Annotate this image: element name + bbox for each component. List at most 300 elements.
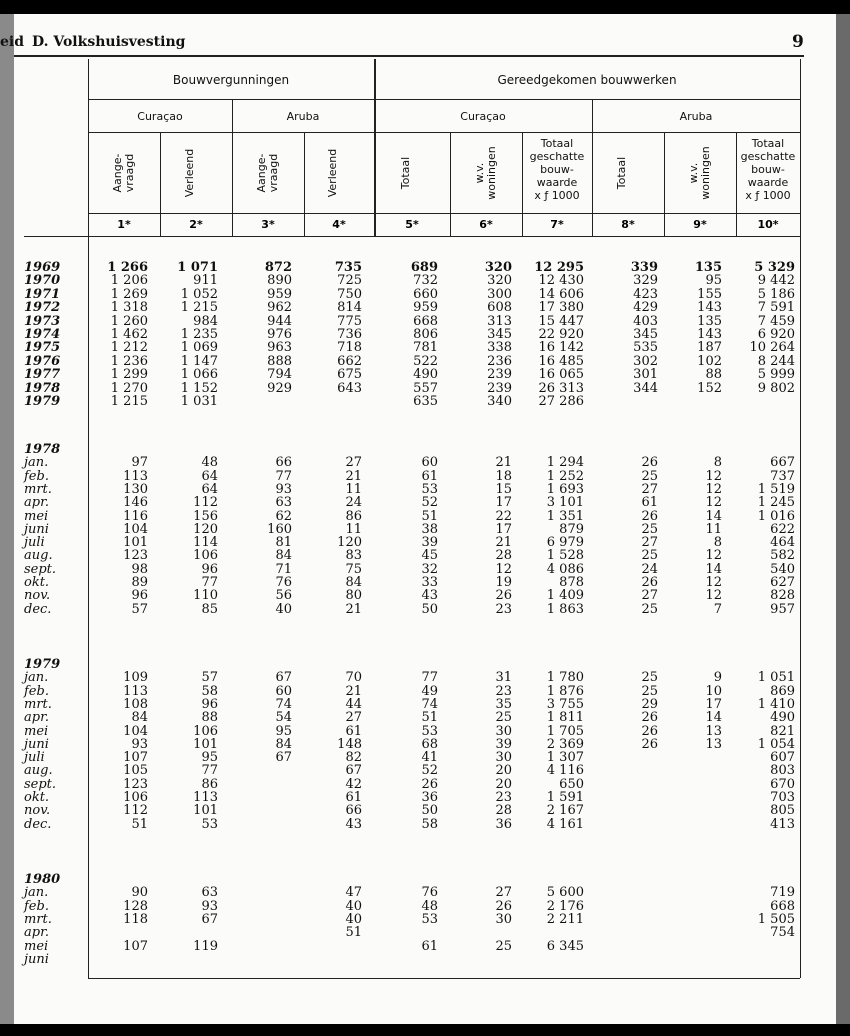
- cell-block_1978-0-9: 8: [713, 455, 722, 471]
- cell-block_1979-7-6: 20: [495, 763, 512, 779]
- cell-block_1978-7-9: 12: [705, 548, 722, 564]
- row-label-years_block-7: 1976: [24, 353, 61, 369]
- cell-block_1979-0-10: 1 051: [757, 670, 795, 686]
- year-heading-block_1980: 1980: [24, 872, 61, 887]
- cell-block_1978-0-10: 667: [770, 455, 795, 471]
- cell-block_1978-5-10: 622: [770, 521, 795, 537]
- cell-block_1978-7-6: 28: [495, 548, 512, 564]
- cell-block_1979-5-2: 101: [193, 736, 218, 752]
- cell-block_1978-2-2: 64: [201, 481, 218, 497]
- cell-block_1978-11-2: 85: [201, 601, 218, 617]
- cell-block_1978-11-3: 40: [275, 601, 292, 617]
- cell-years_block-6-2: 1 069: [180, 340, 218, 356]
- cell-years_block-5-4: 736: [337, 327, 362, 342]
- cell-years_block-2-8: 423: [633, 286, 658, 302]
- cell-block_1978-8-2: 96: [201, 561, 218, 577]
- cell-block_1978-3-1: 146: [123, 495, 148, 511]
- cell-block_1978-6-7: 6 979: [546, 535, 584, 551]
- cell-block_1979-8-7: 650: [559, 776, 584, 792]
- row-label-block_1980-2: mrt.: [24, 911, 52, 927]
- cell-block_1980-2-7: 2 211: [546, 911, 584, 927]
- cell-block_1979-1-10: 869: [770, 683, 795, 699]
- column-number-6: 6*: [479, 218, 493, 231]
- cell-block_1979-2-7: 3 755: [546, 696, 584, 712]
- right-page-edge: [836, 14, 850, 1024]
- header-gereedgekomen: Gereedgekomen bouwwerken: [497, 73, 677, 87]
- cell-years_block-0-3: 872: [264, 260, 292, 275]
- cell-block_1978-8-4: 75: [345, 561, 362, 577]
- cell-block_1978-6-6: 21: [495, 535, 512, 551]
- cell-years_block-4-4: 775: [337, 313, 362, 329]
- cell-block_1979-9-7: 1 591: [546, 790, 584, 805]
- cell-block_1980-1-1: 128: [123, 898, 148, 914]
- cell-block_1978-11-1: 57: [131, 601, 148, 617]
- row-label-block_1979-0: jan.: [24, 670, 49, 686]
- row-label-years_block-1: 1970: [24, 273, 61, 289]
- row-label-block_1978-2: mrt.: [24, 481, 52, 497]
- cell-block_1978-2-6: 15: [495, 481, 512, 497]
- cell-block_1978-11-6: 23: [495, 601, 512, 617]
- cell-years_block-8-9: 88: [705, 367, 722, 383]
- cell-block_1978-3-4: 24: [345, 495, 362, 511]
- cell-block_1978-8-5: 32: [421, 561, 438, 577]
- cell-block_1980-0-2: 63: [201, 885, 218, 901]
- cell-block_1979-11-7: 4 161: [546, 816, 584, 832]
- cell-block_1980-4-5: 61: [421, 938, 438, 954]
- cell-block_1978-11-7: 1 863: [546, 601, 584, 617]
- row-label-block_1979-1: feb.: [24, 683, 49, 699]
- cell-years_block-5-6: 345: [487, 327, 512, 342]
- cell-years_block-6-4: 718: [337, 340, 362, 356]
- cell-block_1979-5-9: 13: [705, 736, 722, 752]
- cell-block_1979-0-8: 25: [641, 670, 658, 686]
- cell-block_1978-1-4: 21: [345, 468, 362, 484]
- cell-block_1978-10-10: 828: [770, 588, 795, 604]
- column-head-10: Totaal geschatte bouw- waarde x ƒ 1000: [740, 137, 796, 202]
- cell-block_1978-6-5: 39: [421, 535, 438, 551]
- cell-block_1978-4-9: 14: [705, 508, 722, 524]
- header-bouwvergunningen: Bouwvergunningen: [172, 73, 290, 87]
- cell-block_1979-3-5: 51: [421, 710, 438, 726]
- cell-block_1979-1-1: 113: [123, 683, 148, 699]
- cell-block_1978-0-8: 26: [641, 455, 658, 471]
- row-label-block_1979-11: dec.: [24, 816, 52, 832]
- cell-years_block-1-8: 329: [633, 273, 658, 289]
- cell-block_1979-5-1: 93: [131, 736, 148, 752]
- cell-block_1978-4-2: 156: [193, 508, 218, 524]
- cell-block_1978-3-3: 63: [275, 495, 292, 511]
- cell-block_1978-1-5: 61: [421, 468, 438, 484]
- cell-years_block-0-4: 735: [334, 260, 362, 275]
- cell-years_block-0-9: 135: [694, 260, 722, 275]
- row-label-block_1978-10: nov.: [24, 588, 51, 604]
- cell-block_1980-0-5: 76: [421, 885, 438, 901]
- cell-years_block-4-3: 944: [267, 313, 292, 329]
- cell-years_block-3-3: 962: [267, 300, 292, 316]
- row-label-block_1979-8: sept.: [24, 776, 57, 792]
- cell-block_1979-9-1: 106: [123, 790, 148, 805]
- cell-block_1978-4-10: 1 016: [757, 508, 795, 524]
- cell-block_1979-0-7: 1 780: [546, 670, 584, 686]
- row-label-block_1980-3: apr.: [24, 925, 49, 941]
- cell-years_block-4-6: 313: [487, 313, 512, 329]
- cell-block_1979-1-3: 60: [275, 683, 292, 699]
- cell-block_1978-5-7: 879: [559, 521, 584, 537]
- table-bottom-rule: [88, 978, 800, 979]
- cell-block_1979-1-5: 49: [421, 683, 438, 699]
- cell-block_1979-9-6: 23: [495, 790, 512, 805]
- row-label-years_block-3: 1972: [24, 300, 61, 316]
- cell-block_1978-9-10: 627: [770, 575, 795, 590]
- cell-years_block-0-8: 339: [630, 260, 658, 275]
- cell-years_block-10-2: 1 031: [180, 394, 218, 409]
- cell-years_block-2-7: 14 606: [538, 286, 584, 302]
- cell-block_1979-2-3: 74: [275, 696, 292, 712]
- row-label-block_1978-4: mei: [24, 508, 49, 524]
- cell-years_block-9-6: 239: [487, 380, 512, 396]
- cell-block_1979-2-4: 44: [345, 696, 362, 712]
- cell-years_block-4-1: 1 260: [110, 313, 148, 329]
- cell-block_1978-7-4: 83: [345, 548, 362, 564]
- cell-years_block-0-7: 12 295: [534, 260, 584, 275]
- cell-block_1978-10-3: 56: [275, 588, 292, 604]
- cell-block_1978-5-2: 120: [193, 521, 218, 537]
- cell-block_1980-2-6: 30: [495, 911, 512, 927]
- row-label-block_1979-5: juni: [24, 736, 49, 752]
- cell-block_1980-2-10: 1 505: [757, 911, 795, 927]
- cell-block_1980-3-10: 754: [770, 925, 795, 941]
- cell-block_1978-8-6: 12: [495, 561, 512, 577]
- cell-block_1978-3-5: 52: [421, 495, 438, 511]
- cell-years_block-9-5: 557: [413, 380, 438, 396]
- cell-block_1978-8-1: 98: [131, 561, 148, 577]
- cell-block_1978-0-5: 60: [421, 455, 438, 471]
- cell-years_block-6-8: 535: [633, 340, 658, 356]
- cell-block_1979-7-7: 4 116: [546, 763, 584, 779]
- cell-block_1979-0-3: 67: [275, 670, 292, 686]
- cell-block_1979-1-6: 23: [495, 683, 512, 699]
- cell-years_block-4-5: 668: [413, 313, 438, 329]
- cell-block_1978-4-7: 1 351: [546, 508, 584, 524]
- cell-years_block-7-3: 888: [267, 353, 292, 369]
- cell-block_1979-9-10: 703: [770, 790, 795, 805]
- cell-block_1978-10-7: 1 409: [546, 588, 584, 604]
- cell-years_block-9-8: 344: [633, 380, 658, 396]
- cell-block_1979-7-5: 52: [421, 763, 438, 779]
- header-rule-1: [88, 99, 800, 100]
- cell-block_1980-0-4: 47: [345, 885, 362, 901]
- row-label-years_block-9: 1978: [24, 380, 61, 396]
- cell-years_block-9-1: 1 270: [110, 380, 148, 396]
- cell-years_block-7-7: 16 485: [538, 353, 584, 369]
- cell-block_1980-0-1: 90: [131, 885, 148, 901]
- cell-years_block-8-10: 5 999: [757, 367, 795, 383]
- cell-years_block-1-7: 12 430: [538, 273, 584, 289]
- row-label-block_1980-5: juni: [24, 951, 49, 967]
- cell-block_1978-2-3: 93: [275, 481, 292, 497]
- cell-block_1978-2-4: 11: [345, 481, 362, 497]
- running-head-left: eid: [0, 34, 25, 50]
- cell-block_1978-2-9: 12: [705, 481, 722, 497]
- row-label-years_block-2: 1971: [24, 286, 61, 302]
- cell-block_1978-2-7: 1 693: [546, 481, 584, 497]
- row-label-years_block-4: 1973: [24, 313, 61, 329]
- cell-block_1978-4-4: 86: [345, 508, 362, 524]
- cell-block_1978-7-7: 1 528: [546, 548, 584, 564]
- cell-block_1979-10-5: 50: [421, 803, 438, 819]
- cell-years_block-2-6: 300: [487, 286, 512, 302]
- header-aruba-2: Aruba: [679, 110, 713, 123]
- cell-block_1979-5-5: 68: [421, 736, 438, 752]
- cell-years_block-2-5: 660: [413, 286, 438, 302]
- cell-block_1979-3-2: 88: [201, 710, 218, 726]
- cell-block_1980-1-7: 2 176: [546, 898, 584, 914]
- cell-years_block-0-1: 1 266: [107, 260, 148, 275]
- cell-years_block-5-3: 976: [267, 327, 292, 342]
- cell-block_1978-1-8: 25: [641, 468, 658, 484]
- cell-block_1978-7-2: 106: [193, 548, 218, 564]
- row-label-block_1979-3: apr.: [24, 710, 49, 726]
- column-head-8: Totaal: [615, 156, 628, 189]
- cell-years_block-5-1: 1 462: [110, 327, 148, 342]
- cell-block_1979-6-1: 107: [123, 750, 148, 766]
- cell-block_1979-4-1: 104: [123, 723, 148, 739]
- cell-block_1980-3-4: 51: [345, 925, 362, 941]
- cell-block_1979-3-10: 490: [770, 710, 795, 726]
- cell-block_1978-1-2: 64: [201, 468, 218, 484]
- cell-block_1978-3-9: 12: [705, 495, 722, 511]
- cell-years_block-10-6: 340: [487, 394, 512, 409]
- cell-years_block-1-2: 911: [193, 273, 218, 289]
- cell-years_block-0-10: 5 329: [754, 260, 795, 275]
- cell-block_1979-3-4: 27: [345, 710, 362, 726]
- cell-block_1979-0-2: 57: [201, 670, 218, 686]
- row-label-block_1978-8: sept.: [24, 561, 57, 577]
- cell-years_block-5-2: 1 235: [180, 327, 218, 342]
- row-label-block_1978-5: juni: [24, 521, 49, 537]
- cell-years_block-5-10: 6 920: [757, 327, 795, 342]
- cell-years_block-8-3: 794: [267, 367, 292, 383]
- cell-years_block-9-7: 26 313: [538, 380, 584, 396]
- cell-block_1978-9-4: 84: [345, 575, 362, 590]
- cell-block_1979-7-1: 105: [123, 763, 148, 779]
- column-number-10: 10*: [757, 218, 779, 231]
- cell-years_block-8-7: 16 065: [538, 367, 584, 383]
- cell-years_block-8-8: 301: [633, 367, 658, 383]
- cell-block_1978-6-1: 101: [123, 535, 148, 551]
- cell-block_1978-11-5: 50: [421, 601, 438, 617]
- cell-block_1980-1-10: 668: [770, 898, 795, 914]
- row-label-block_1978-0: jan.: [24, 455, 49, 471]
- header-aruba-1: Aruba: [286, 110, 320, 123]
- cell-block_1979-11-4: 43: [345, 816, 362, 832]
- column-head-9: w.v. woningen: [687, 145, 712, 200]
- cell-block_1978-10-6: 26: [495, 588, 512, 604]
- cell-years_block-2-4: 750: [337, 286, 362, 302]
- cell-block_1979-3-6: 25: [495, 710, 512, 726]
- cell-block_1978-1-3: 77: [275, 468, 292, 484]
- cell-block_1978-3-10: 1 245: [757, 495, 795, 511]
- cell-block_1978-5-3: 160: [267, 521, 292, 537]
- column-head-3: Aange- vraagd: [255, 153, 280, 192]
- row-label-block_1978-6: juli: [24, 535, 45, 551]
- column-head-1: Aange- vraagd: [111, 153, 136, 192]
- cell-block_1978-8-7: 4 086: [546, 561, 584, 577]
- cell-years_block-1-9: 95: [705, 273, 722, 289]
- cell-years_block-5-7: 22 920: [538, 327, 584, 342]
- cell-block_1980-2-5: 53: [421, 911, 438, 927]
- cell-block_1979-3-8: 26: [641, 710, 658, 726]
- cell-years_block-5-9: 143: [697, 327, 722, 342]
- cell-block_1980-0-6: 27: [495, 885, 512, 901]
- cell-block_1979-0-9: 9: [713, 670, 722, 686]
- cell-block_1978-6-4: 120: [337, 535, 362, 551]
- cell-block_1978-2-5: 53: [421, 481, 438, 497]
- cell-block_1979-2-10: 1 410: [757, 696, 795, 712]
- cell-years_block-4-9: 135: [697, 313, 722, 329]
- cell-block_1979-10-7: 2 167: [546, 803, 584, 819]
- column-number-4: 4*: [332, 218, 346, 231]
- cell-block_1978-10-5: 43: [421, 588, 438, 604]
- cell-years_block-4-8: 403: [633, 313, 658, 329]
- cell-block_1978-4-1: 116: [123, 508, 148, 524]
- cell-block_1979-1-4: 21: [345, 683, 362, 699]
- cell-years_block-9-9: 152: [697, 380, 722, 396]
- cell-block_1978-10-8: 27: [641, 588, 658, 604]
- cell-block_1978-0-7: 1 294: [546, 455, 584, 471]
- cell-block_1979-0-5: 77: [421, 670, 438, 686]
- cell-block_1978-3-2: 112: [193, 495, 218, 511]
- cell-block_1979-1-9: 10: [705, 683, 722, 699]
- cell-block_1978-7-8: 25: [641, 548, 658, 564]
- cell-block_1978-5-4: 11: [345, 521, 362, 537]
- cell-block_1979-1-8: 25: [641, 683, 658, 699]
- cell-block_1978-9-9: 12: [705, 575, 722, 590]
- header-curacao-1: Curaçao: [137, 110, 183, 123]
- cell-block_1978-0-2: 48: [201, 455, 218, 471]
- year-heading-block_1979: 1979: [24, 657, 61, 672]
- cell-block_1979-1-7: 1 876: [546, 683, 584, 699]
- cell-block_1978-6-10: 464: [770, 535, 795, 551]
- cell-block_1978-10-1: 96: [131, 588, 148, 604]
- cell-years_block-3-5: 959: [413, 300, 438, 316]
- cell-years_block-1-1: 1 206: [110, 273, 148, 289]
- cell-block_1979-4-10: 821: [770, 723, 795, 739]
- row-label-block_1980-1: feb.: [24, 898, 49, 914]
- column-number-8: 8*: [621, 218, 635, 231]
- page-number: 9: [792, 32, 804, 52]
- cell-years_block-3-10: 7 591: [757, 300, 795, 316]
- cell-block_1979-6-6: 30: [495, 750, 512, 766]
- cell-block_1978-5-8: 25: [641, 521, 658, 537]
- cell-block_1979-4-4: 61: [345, 723, 362, 739]
- cell-block_1979-11-1: 51: [131, 816, 148, 832]
- cell-block_1979-4-7: 1 705: [546, 723, 584, 739]
- column-head-2: Verleend: [183, 148, 196, 197]
- cell-block_1979-10-2: 101: [193, 803, 218, 819]
- cell-block_1980-1-5: 48: [421, 898, 438, 914]
- cell-block_1980-1-6: 26: [495, 898, 512, 914]
- cell-block_1978-2-10: 1 519: [757, 481, 795, 497]
- row-label-block_1980-4: mei: [24, 938, 49, 954]
- cell-block_1978-0-6: 21: [495, 455, 512, 471]
- cell-years_block-8-1: 1 299: [110, 367, 148, 383]
- column-number-1: 1*: [117, 218, 131, 231]
- cell-years_block-6-7: 16 142: [538, 340, 584, 356]
- cell-block_1979-2-9: 17: [705, 696, 722, 712]
- cell-block_1979-4-2: 106: [193, 723, 218, 739]
- column-head-7: Totaal geschatte bouw- waarde x ƒ 1000: [529, 137, 585, 202]
- cell-block_1978-9-1: 89: [131, 575, 148, 590]
- row-label-block_1979-9: okt.: [24, 790, 50, 805]
- cell-block_1978-8-9: 14: [705, 561, 722, 577]
- row-label-block_1979-2: mrt.: [24, 696, 52, 712]
- cell-years_block-3-4: 814: [337, 300, 362, 316]
- header-rule-4: [24, 236, 800, 237]
- cell-block_1979-10-4: 66: [345, 803, 362, 819]
- cell-block_1978-0-3: 66: [275, 455, 292, 471]
- column-number-2: 2*: [189, 218, 203, 231]
- cell-years_block-1-10: 9 442: [757, 273, 795, 289]
- cell-years_block-5-8: 345: [633, 327, 658, 342]
- cell-years_block-6-9: 187: [697, 340, 722, 356]
- cell-block_1979-6-3: 67: [275, 750, 292, 766]
- cell-block_1978-6-2: 114: [193, 535, 218, 551]
- column-number-7: 7*: [550, 218, 564, 231]
- cell-block_1980-1-2: 93: [201, 898, 218, 914]
- row-label-years_block-10: 1979: [24, 394, 61, 409]
- cell-block_1978-2-8: 27: [641, 481, 658, 497]
- cell-block_1979-0-6: 31: [495, 670, 512, 686]
- cell-years_block-4-2: 984: [193, 313, 218, 329]
- cell-block_1979-2-5: 74: [421, 696, 438, 712]
- cell-block_1979-10-10: 805: [770, 803, 795, 819]
- row-label-block_1978-11: dec.: [24, 601, 52, 617]
- cell-years_block-3-8: 429: [633, 300, 658, 316]
- cell-years_block-2-9: 155: [697, 286, 722, 302]
- cell-block_1979-2-8: 29: [641, 696, 658, 712]
- cell-block_1979-2-6: 35: [495, 696, 512, 712]
- column-head-6: w.v. woningen: [473, 145, 498, 200]
- cell-block_1978-0-4: 27: [345, 455, 362, 471]
- cell-block_1979-9-5: 36: [421, 790, 438, 805]
- cell-years_block-6-3: 963: [267, 340, 292, 356]
- cell-block_1978-7-1: 123: [123, 548, 148, 564]
- row-label-block_1980-0: jan.: [24, 885, 49, 901]
- cell-years_block-9-10: 9 802: [757, 380, 795, 396]
- cell-block_1978-8-3: 71: [275, 561, 292, 577]
- row-label-block_1979-10: nov.: [24, 803, 51, 819]
- cell-block_1978-5-5: 38: [421, 521, 438, 537]
- cell-block_1979-5-7: 2 369: [546, 736, 584, 752]
- left-page-edge: [0, 14, 14, 1024]
- cell-block_1980-4-6: 25: [495, 938, 512, 954]
- row-label-block_1978-1: feb.: [24, 468, 49, 484]
- cell-block_1979-11-2: 53: [201, 816, 218, 832]
- cell-block_1979-11-10: 413: [770, 816, 795, 832]
- cell-block_1979-1-2: 58: [201, 683, 218, 699]
- cell-block_1978-7-5: 45: [421, 548, 438, 564]
- year-heading-block_1978: 1978: [24, 442, 61, 457]
- cell-years_block-3-6: 608: [487, 300, 512, 316]
- cell-block_1979-4-9: 13: [705, 723, 722, 739]
- cell-block_1980-4-1: 107: [123, 938, 148, 954]
- cell-block_1978-11-8: 25: [641, 601, 658, 617]
- cell-block_1978-11-4: 21: [345, 601, 362, 617]
- cell-years_block-7-2: 1 147: [180, 353, 218, 369]
- cell-block_1978-1-10: 737: [770, 468, 795, 484]
- cell-block_1979-4-5: 53: [421, 723, 438, 739]
